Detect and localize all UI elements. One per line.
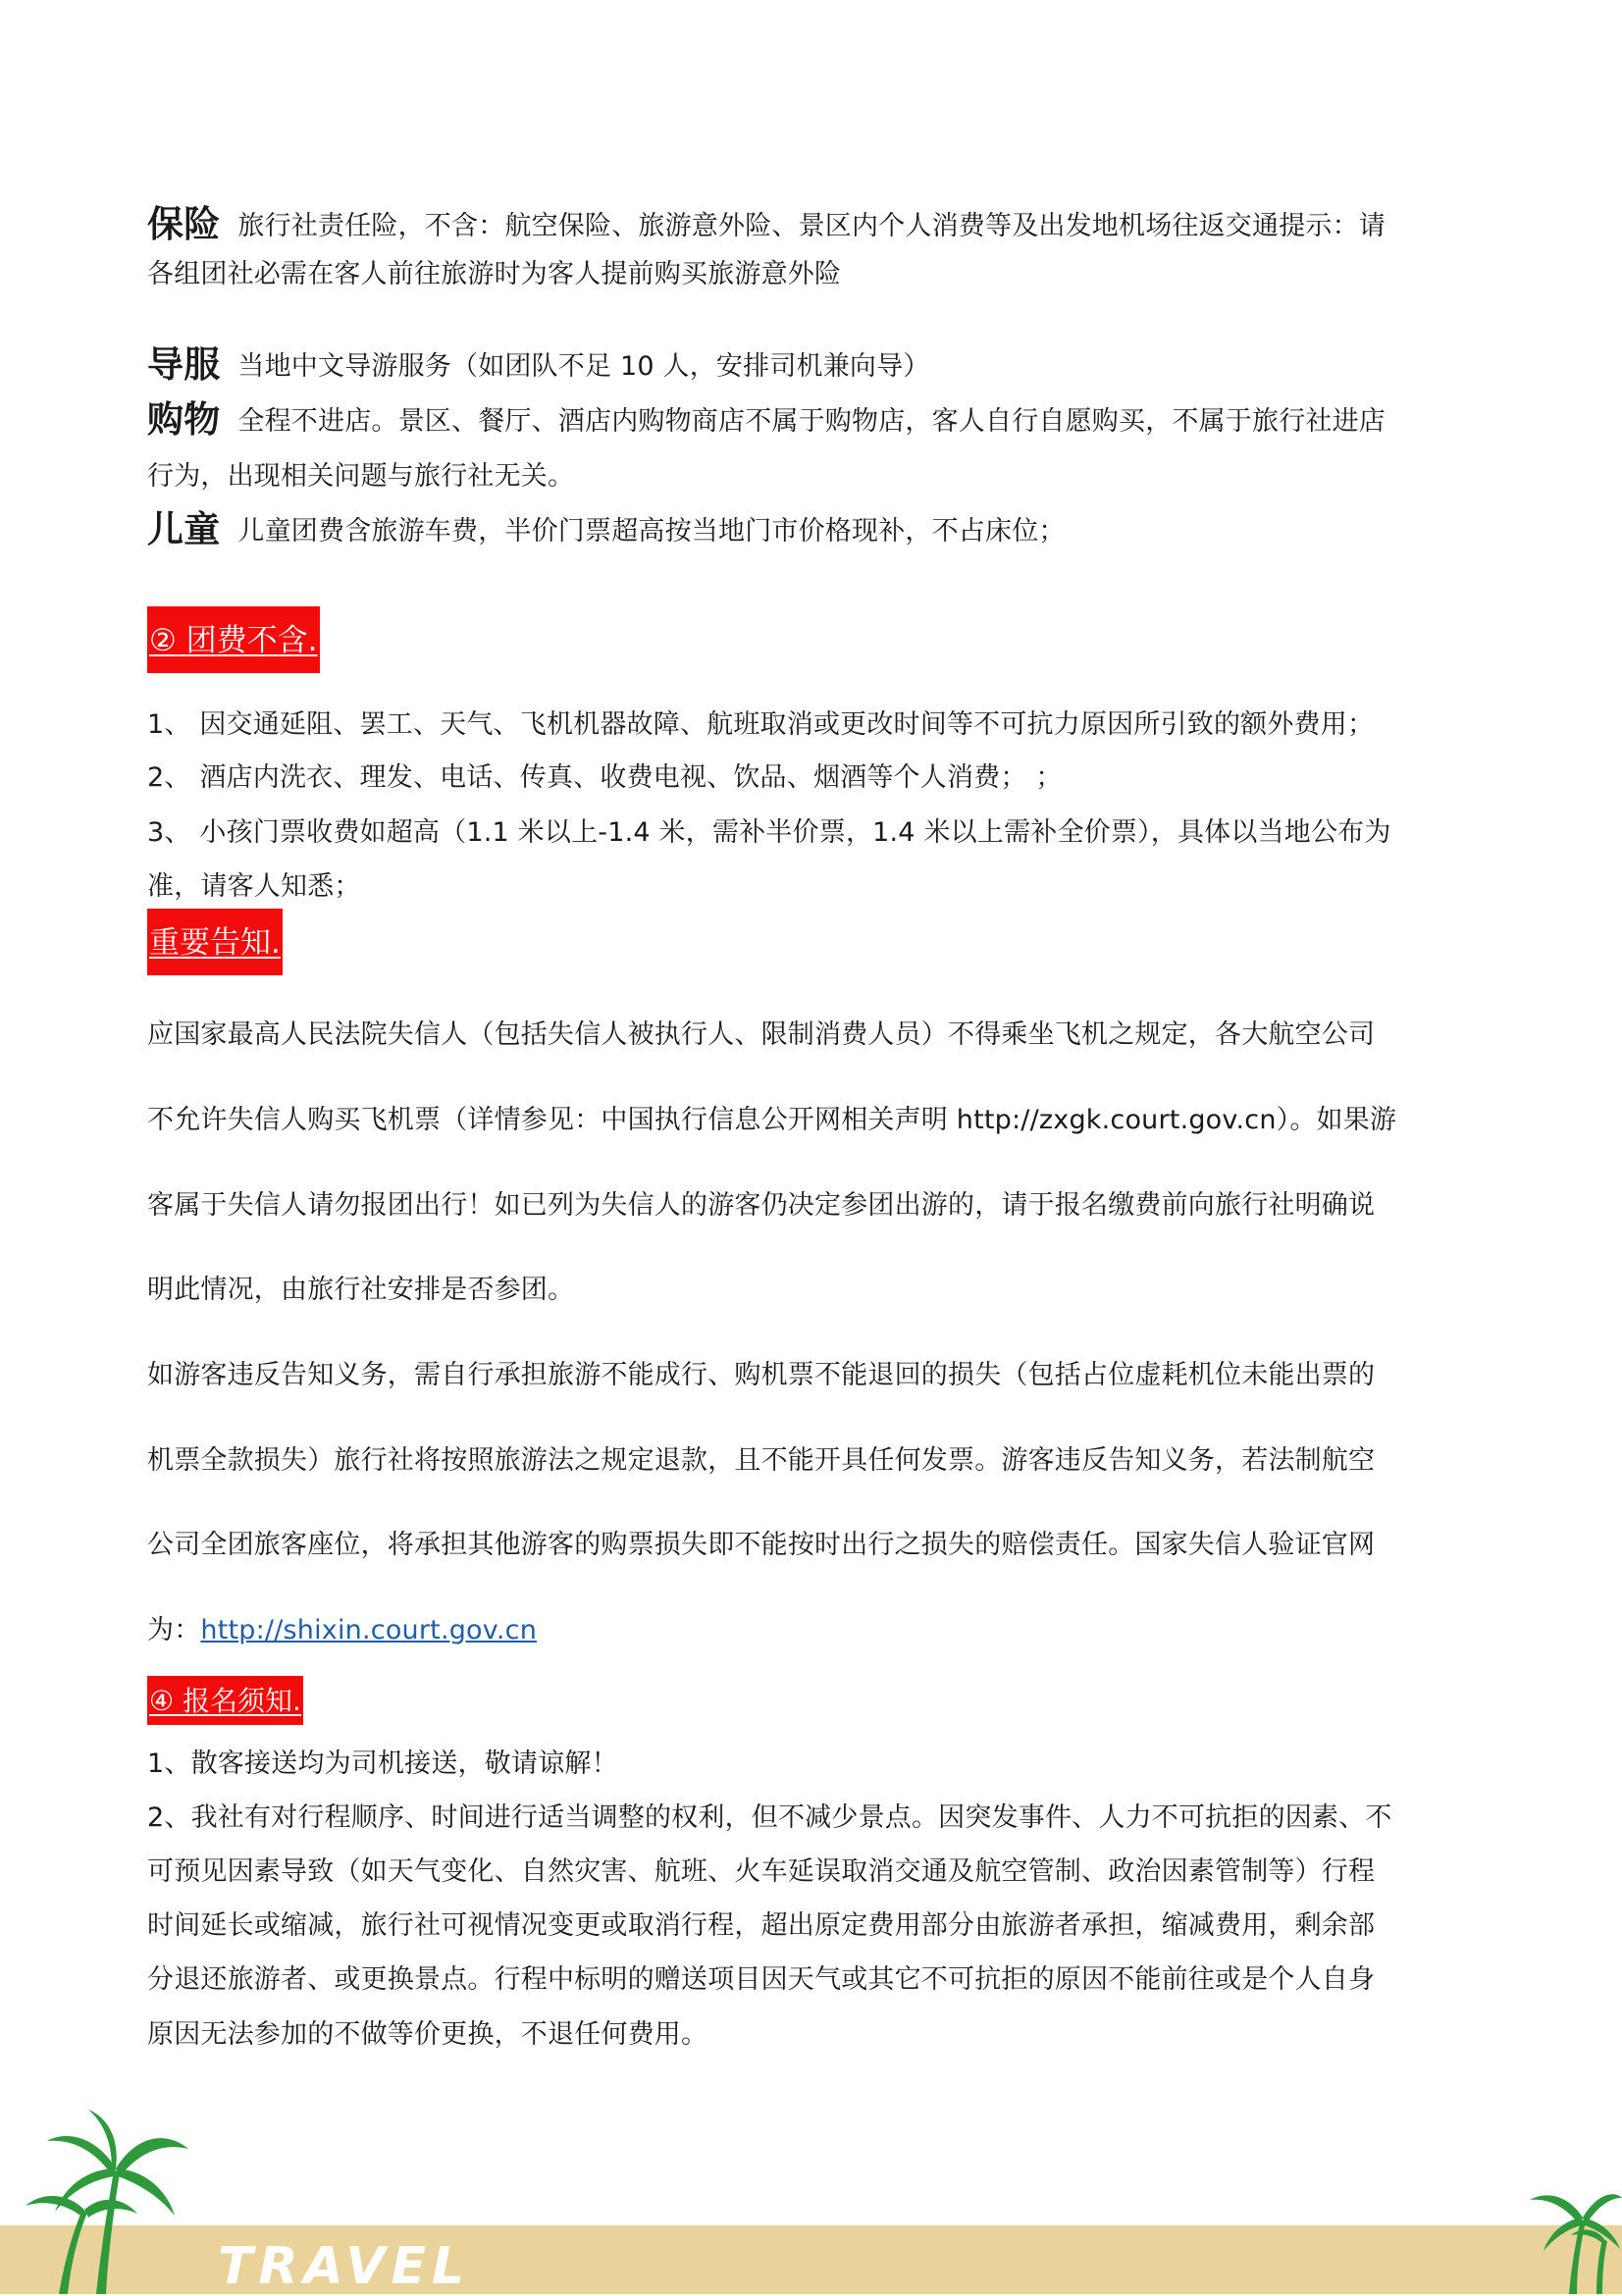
palm-tree-left-icon (20, 2110, 196, 2294)
registration-item-1: 1、散客接送均为司机接送，敬请谅解！ (147, 1748, 618, 1779)
children-text: 儿童团费含旅游车费，半价门票超高按当地门市价格现补，不占床位； (237, 516, 1066, 547)
notice-heading-tag: 重要告知. (147, 909, 283, 975)
registration-item-2-line-3: 时间延长或缩减，旅行社可视情况变更或取消行程，超出原定费用部分由旅游者承担，缩减费用，剩余部 (147, 1910, 1376, 1941)
palm-tree-right-icon (1524, 2176, 1622, 2294)
children-label: 儿童 (147, 508, 221, 550)
registration-item-2-line-1: 2、我社有对行程顺序、时间进行适当调整的权利，但不减少景点。因突发事件、人力不可抗拒的因素、不 (147, 1802, 1392, 1833)
insurance-line-1 (147, 205, 1477, 246)
notice-p1-line-1: 应国家最高人民法院失信人（包括失信人被执行人、限制消费人员）不得乘坐飞机之规定，各大航空公司 (147, 1019, 1376, 1050)
registration-item-2-line-5: 原因无法参加的不做等价更换，不退任何费用。 (147, 2019, 708, 2050)
shopping-label: 购物 (147, 398, 221, 441)
excluded-item-3-line-2: 准，请客人知悉； (147, 871, 361, 902)
registration-heading-tag: ④ 报名须知. (147, 1676, 303, 1725)
registration-item-2-line-2: 可预见因素导致（如天气变化、自然灾害、航班、火车延误取消交通及航空管制、政治因素管制等）行程 (147, 1856, 1376, 1887)
shopping-text: 全程不进店。景区、餐厅、酒店内购物商店不属于购物店，客人自行自愿购买，不属于旅行社进店 (237, 406, 1387, 437)
notice-p2-line-1: 如游客违反告知义务，需自行承担旅游不能成行、购机票不能退回的损失（包括占位虚耗机位未能出票的 (147, 1360, 1376, 1390)
excluded-item-2: 2、 酒店内洗衣、理发、电话、传真、收费电视、饮品、烟酒等个人消费； ； (147, 762, 1063, 793)
shopping-line-2: 行为，出现相关问题与旅行社无关。 (147, 461, 575, 492)
notice-p2-line-4 (147, 1611, 1477, 1650)
shopping-line-1 (147, 400, 1477, 442)
guide-label: 导服 (147, 343, 221, 386)
excluded-heading-tag: ② 团费不含. (147, 606, 320, 673)
notice-p2-line-3: 公司全团旅客座位，将承担其他游客的购票损失即不能按时出行之损失的赔偿责任。国家失信人验证官网 (147, 1530, 1376, 1560)
insurance-line-2: 各组团社必需在客人前往旅游时为客人提前购买旅游意外险 (147, 259, 842, 289)
notice-p1-line-4: 明此情况，由旅行社安排是否参团。 (147, 1275, 575, 1305)
insurance-text: 旅行社责任险，不含：航空保险、旅游意外险、景区内个人消费等及出发地机场往返交通提示：请 (237, 211, 1387, 241)
insurance-label: 保险 (147, 203, 221, 245)
excluded-item-1: 1、 因交通延阻、罢工、天气、飞机机器故障、航班取消或更改时间等不可抗力原因所引致的额外费用； (147, 709, 1375, 740)
registration-item-2-line-4: 分退还旅游者、或更换景点。行程中标明的赠送项目因天气或其它不可抗拒的原因不能前往或是个人自身 (147, 1964, 1376, 1995)
children-line (147, 510, 1477, 551)
verification-prefix: 为： (147, 1615, 201, 1645)
notice-p1-line-2: 不允许失信人购买飞机票（详情参见：中国执行信息公开网相关声明 http://zxgk.court.gov.cn）。如果游 (147, 1105, 1397, 1135)
notice-p2-line-2: 机票全款损失）旅行社将按照旅游法之规定退款，且不能开具任何发票。游客违反告知义务，若法制航空 (147, 1445, 1376, 1476)
guide-text: 当地中文导游服务（如团队不足 10 人，安排司机兼向导） (237, 351, 930, 382)
verification-link[interactable]: http://shixin.court.gov.cn (200, 1615, 538, 1645)
travel-wordmark: TRAVEL (218, 2237, 471, 2296)
excluded-item-3-line-1: 3、 小孩门票收费如超高（1.1 米以上-1.4 米，需补半价票，1.4 米以上需补全价票），具体以当地公布为 (147, 817, 1391, 848)
notice-p1-line-3: 客属于失信人请勿报团出行！如已列为失信人的游客仍决定参团出游的，请于报名缴费前向旅行社明确说 (147, 1190, 1376, 1221)
guide-line (147, 345, 1477, 387)
